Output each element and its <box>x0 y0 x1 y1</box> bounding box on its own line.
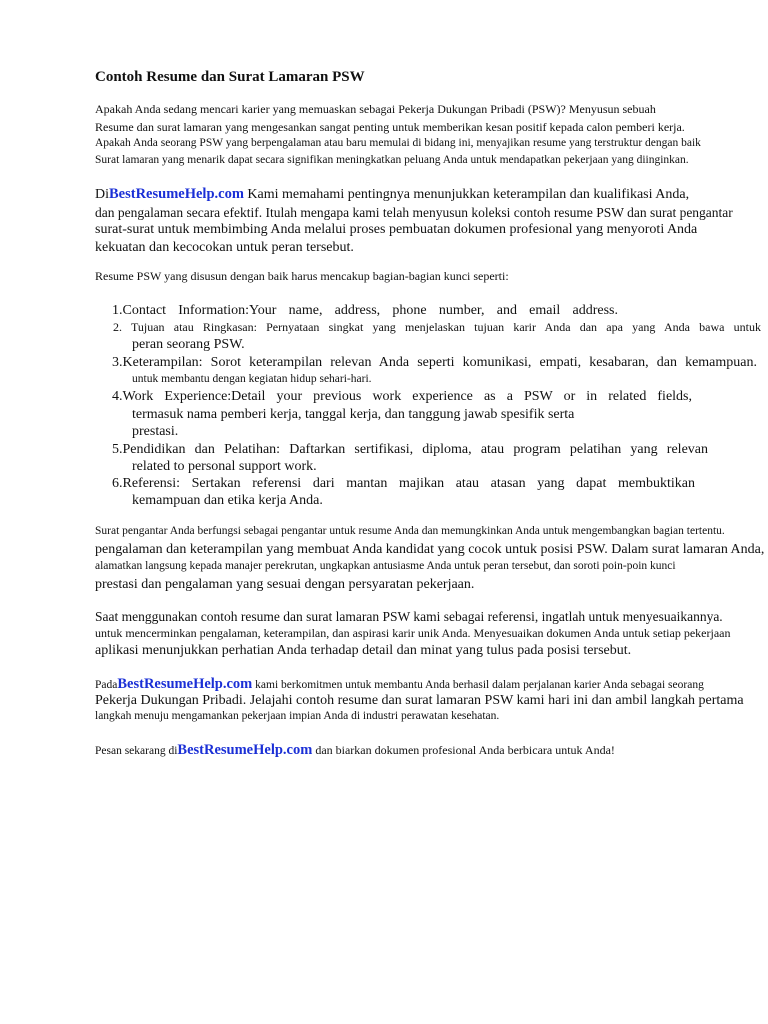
intro-line: Apakah Anda seorang PSW yang berpengalaman atau baru memulai di bidang ini, menyajikan resume yang terstruktur dengan baik <box>95 137 701 149</box>
page-title: Contoh Resume dan Surat Lamaran PSW <box>95 69 365 85</box>
paragraph-line: Saat menggunakan contoh resume dan surat lamaran PSW kami sebagai referensi, ingatlah untuk menyesuaikannya. <box>95 609 723 624</box>
paragraph-line: Resume PSW yang disusun dengan baik harus mencakup bagian-bagian kunci seperti: <box>95 269 509 283</box>
paragraph-line <box>95 187 689 202</box>
paragraph-line <box>95 677 704 692</box>
intro-line: Resume dan surat lamaran yang mengesankan sangat penting untuk memberikan kesan positif kepada calon pemberi kerja. <box>95 120 685 134</box>
list-item-education: 5.Pendidikan dan Pelatihan: Daftarkan sertifikasi, diploma, atau program pelatihan yang relevan <box>112 442 708 457</box>
paragraph-prefix: Di <box>95 187 109 202</box>
paragraph-line: dan pengalaman secara efektif. Itulah mengapa kami telah menyusun koleksi contoh resume PSW dan surat pengantar <box>95 205 733 220</box>
bestresumehelp-link[interactable]: BestResumeHelp.com <box>117 676 253 692</box>
paragraph-line: alamatkan langsung kepada manajer perekrutan, ungkapkan antusiasme Anda untuk peran tersebut, dan soroti poin-poin kunci <box>95 560 676 572</box>
paragraph-line <box>95 743 615 758</box>
list-item-continuation: peran seorang PSW. <box>132 337 245 352</box>
paragraph-line: aplikasi menunjukkan perhatian Anda terhadap detail dan minat yang tulus pada posisi tersebut. <box>95 643 632 658</box>
list-item-work-experience: 4.Work Experience:Detail your previous work experience as a PSW or in related fields, <box>112 389 692 404</box>
paragraph-line: kekuatan dan kecocokan untuk peran tersebut. <box>95 240 354 255</box>
list-item-objective: 2. Tujuan atau Ringkasan: Pernyataan singkat yang menjelaskan tujuan karir Anda dan apa yang Anda bawa untuk <box>113 320 761 334</box>
list-item-contact: 1.Contact Information:Your name, address, phone number, and email address. <box>112 303 618 318</box>
paragraph-prefix: Pada <box>95 679 118 691</box>
paragraph-text: kami berkomitmen untuk membantu Anda berhasil dalam perjalanan karier Anda sebagai seorang <box>252 679 704 691</box>
paragraph-line: surat-surat untuk membimbing Anda melalui proses pembuatan dokumen profesional yang menyoroti Anda <box>95 222 698 237</box>
bestresumehelp-link[interactable]: BestResumeHelp.com <box>177 742 313 758</box>
list-item-skills: 3.Keterampilan: Sorot keterampilan relevan Anda seperti komunikasi, empati, kesabaran, dan kemampuan. <box>112 355 757 370</box>
list-item-references: 6.Referensi: Sertakan referensi dari mantan majikan atau atasan yang dapat membuktikan <box>112 476 695 491</box>
paragraph-line: Surat pengantar Anda berfungsi sebagai pengantar untuk resume Anda dan memungkinkan Anda untuk mengembangkan bagian tertentu. <box>95 525 725 537</box>
paragraph-line: prestasi dan pengalaman yang sesuai dengan persyaratan pekerjaan. <box>95 577 475 592</box>
paragraph-text: Kami memahami pentingnya menunjukkan keterampilan dan kualifikasi Anda, <box>243 187 690 202</box>
intro-line: Surat lamaran yang menarik dapat secara signifikan meningkatkan peluang Anda untuk mendapatkan pekerjaan yang diinginkan. <box>95 154 689 166</box>
list-item-continuation: termasuk nama pemberi kerja, tanggal kerja, dan tanggung jawab spesifik serta <box>132 407 575 422</box>
paragraph-line: langkah menuju mengamankan pekerjaan impian Anda di industri perawatan kesehatan. <box>95 710 500 722</box>
paragraph-text: dan biarkan dokumen profesional Anda berbicara untuk Anda! <box>312 743 615 757</box>
list-item-continuation: kemampuan dan etika kerja Anda. <box>132 493 323 508</box>
paragraph-prefix: Pesan sekarang di <box>95 745 178 757</box>
list-item-continuation: prestasi. <box>132 424 179 439</box>
intro-line: Apakah Anda sedang mencari karier yang memuaskan sebagai Pekerja Dukungan Pribadi (PSW)? Menyusun sebuah <box>95 102 656 116</box>
paragraph-line: untuk mencerminkan pengalaman, keterampilan, dan aspirasi karir unik Anda. Menyesuaikan dokumen Anda untuk setiap pekerjaan <box>95 626 731 640</box>
paragraph-line: pengalaman dan keterampilan yang membuat Anda kandidat yang cocok untuk posisi PSW. Dalam surat lamaran Anda, <box>95 542 765 557</box>
paragraph-line: Pekerja Dukungan Pribadi. Jelajahi contoh resume dan surat lamaran PSW kami hari ini dan ambil langkah pertama <box>95 693 744 708</box>
bestresumehelp-link[interactable]: BestResumeHelp.com <box>109 186 244 202</box>
list-item-continuation: related to personal support work. <box>132 459 317 474</box>
list-item-continuation: untuk membantu dengan kegiatan hidup sehari-hari. <box>132 373 372 385</box>
